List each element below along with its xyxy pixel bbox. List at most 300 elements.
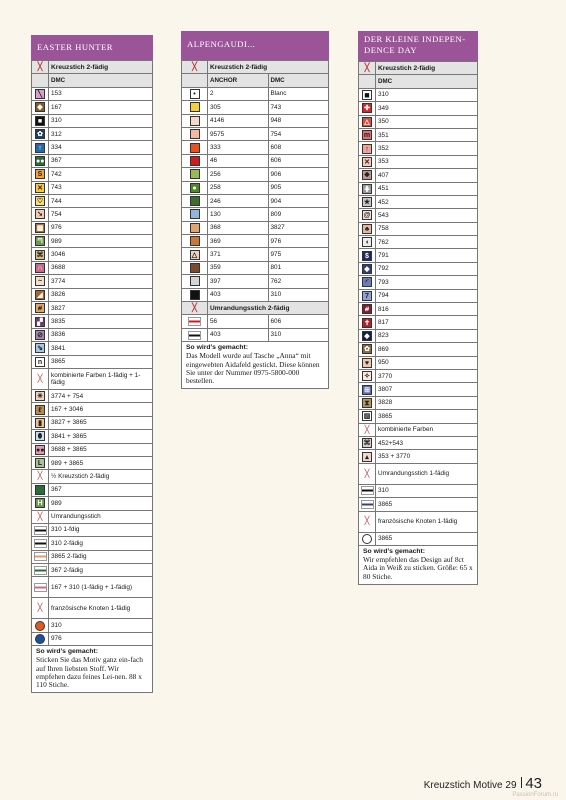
dmc-cell: 904	[268, 194, 329, 207]
table-row	[182, 141, 329, 154]
dmc-cell: 606	[268, 315, 329, 328]
symbol-cell	[359, 236, 376, 249]
symbol-cell	[182, 168, 208, 181]
symbol-cell	[359, 102, 376, 115]
symbol-cell	[32, 389, 49, 402]
color-swatch-icon: ⊘	[35, 330, 45, 340]
table-row	[182, 261, 329, 274]
color-swatch-icon: ●●	[36, 446, 45, 454]
label-cell: 989 + 3865	[49, 456, 153, 469]
color-swatch-icon	[190, 223, 200, 233]
table-row	[32, 114, 153, 127]
symbol-cell	[359, 356, 376, 369]
stitch-line-icon	[361, 500, 374, 509]
label-cell: 3774 + 754	[49, 389, 153, 402]
color-swatch-icon: ╲	[35, 89, 45, 99]
label-cell: 167 + 3046	[49, 403, 153, 416]
label-cell: 310	[49, 114, 153, 127]
symbol-cell	[32, 483, 49, 496]
table-row	[32, 342, 153, 355]
table-row	[182, 288, 329, 301]
symbol-cell	[359, 463, 376, 484]
table-row	[359, 222, 478, 235]
color-swatch-icon: ➘	[35, 209, 45, 219]
color-swatch-icon: ■	[35, 116, 45, 126]
table-row	[32, 328, 153, 341]
color-swatch-icon	[190, 143, 200, 153]
chart-key-independence-day	[358, 31, 478, 585]
color-swatch-icon: ⧣	[35, 303, 45, 313]
anchor-cell: 333	[208, 141, 269, 154]
symbol-cell	[359, 142, 376, 155]
symbol-cell	[32, 288, 49, 301]
color-swatch-icon: ◆	[362, 331, 372, 341]
symbol-cell	[359, 169, 376, 182]
table-row	[32, 523, 153, 536]
instructions-note	[358, 546, 478, 585]
symbol-cell	[32, 430, 49, 443]
label-cell: 452+543	[376, 436, 478, 449]
label-cell: 353 + 3770	[376, 450, 478, 463]
symbol-cell	[359, 383, 376, 396]
label-cell: Kreuzstich 2-fädig	[376, 62, 478, 75]
note-title: So wird’s gemacht:	[363, 547, 426, 555]
symbol-cell	[32, 141, 49, 154]
label-cell: 3827	[49, 302, 153, 315]
instructions-note	[181, 342, 329, 389]
symbol-cell	[182, 288, 208, 301]
color-swatch-icon	[35, 485, 45, 495]
key-header-row	[182, 61, 329, 74]
color-swatch-icon: 7	[362, 291, 372, 301]
table-row	[32, 619, 153, 632]
symbol-cell	[359, 450, 376, 463]
color-swatch-icon	[190, 236, 200, 246]
symbol-cell	[32, 497, 49, 510]
table-row	[359, 142, 478, 155]
color-swatch-icon: ⧗	[362, 398, 372, 408]
color-swatch-icon: @	[363, 212, 371, 220]
table-row	[32, 168, 153, 181]
anchor-cell: 46	[208, 154, 269, 167]
table-row	[359, 396, 478, 409]
table-row	[32, 181, 153, 194]
label-cell: 743	[49, 181, 153, 194]
symbol-cell	[32, 342, 49, 355]
label-cell: 3828	[376, 396, 478, 409]
table-row	[182, 181, 329, 194]
label-cell: 3046	[49, 248, 153, 261]
table-row	[359, 303, 478, 316]
label-cell: 3770	[376, 369, 478, 382]
symbol-cell	[359, 532, 376, 545]
anchor-cell: 256	[208, 168, 269, 181]
cross-stitch-icon: ╳	[37, 471, 43, 481]
label-cell: 352	[376, 142, 478, 155]
table-row	[32, 194, 153, 207]
anchor-cell: 371	[208, 248, 269, 261]
symbol-cell	[32, 168, 49, 181]
color-swatch-icon: H	[35, 498, 45, 508]
cross-stitch-icon: ╳	[192, 303, 197, 313]
symbol-cell	[182, 141, 208, 154]
label-cell: 989	[49, 497, 153, 510]
stitch-line-icon	[34, 552, 47, 561]
chart-key-easter-hunter	[31, 35, 153, 693]
color-swatch-icon: $	[362, 251, 372, 261]
symbol-cell	[359, 262, 376, 275]
symbol-cell	[359, 62, 376, 75]
label-cell: 3688 + 3865	[49, 443, 153, 456]
table-row	[32, 261, 153, 274]
dmc-cell: 948	[268, 114, 329, 127]
symbol-cell	[32, 470, 49, 483]
color-swatch-icon: ℓ	[35, 405, 45, 415]
table-row	[359, 484, 478, 497]
dmc-cell: 762	[268, 275, 329, 288]
symbol-cell	[182, 302, 208, 315]
symbol-cell	[182, 208, 208, 221]
symbol-cell	[359, 155, 376, 168]
label-cell: 353	[376, 155, 478, 168]
stitch-line-icon	[34, 539, 47, 548]
cross-stitch-icon: ╳	[37, 62, 43, 72]
symbol-cell	[32, 248, 49, 261]
dmc-cell: 743	[268, 101, 329, 114]
table-row	[182, 127, 329, 140]
label-cell: kombinierte Farben	[376, 423, 478, 436]
section-title: ALPENGAUDI...	[181, 31, 329, 60]
anchor-cell: 130	[208, 208, 269, 221]
dmc-cell: 975	[268, 248, 329, 261]
key-header-row	[359, 62, 478, 75]
label-cell: 869	[376, 343, 478, 356]
table-row	[32, 355, 153, 368]
symbol-cell	[32, 275, 49, 288]
symbol-cell	[182, 181, 208, 194]
color-swatch-icon: ▩	[36, 224, 44, 232]
symbol-cell	[32, 235, 49, 248]
table-row	[359, 88, 478, 101]
anchor-cell: ANCHOR	[208, 74, 269, 87]
anchor-cell: 359	[208, 261, 269, 274]
label-cell: 310 1-fdig	[49, 523, 153, 536]
symbol-cell	[359, 396, 376, 409]
symbol-cell	[182, 248, 208, 261]
cross-stitch-icon: ╳	[364, 424, 370, 434]
table-row	[32, 564, 153, 577]
label-cell: 3865 2-fädig	[49, 550, 153, 563]
table-row	[32, 208, 153, 221]
label-cell: 310	[49, 619, 153, 632]
color-swatch-icon: S	[35, 169, 45, 179]
table-row	[359, 169, 478, 182]
color-swatch-icon: ✧	[362, 371, 372, 381]
table-row	[182, 315, 329, 328]
symbol-cell	[359, 88, 376, 101]
symbol-cell	[32, 328, 49, 341]
color-swatch-icon	[190, 169, 200, 179]
table-row	[32, 389, 153, 402]
color-swatch-icon: m	[363, 132, 371, 140]
symbol-cell	[32, 403, 49, 416]
anchor-cell: 246	[208, 194, 269, 207]
color-swatch-icon: ↑	[35, 143, 45, 153]
dmc-cell: 608	[268, 141, 329, 154]
table-row	[182, 114, 329, 127]
label-cell: 989	[49, 235, 153, 248]
table-row	[359, 316, 478, 329]
label-cell: 3827 + 3865	[49, 416, 153, 429]
table-row	[32, 141, 153, 154]
table-row	[359, 410, 478, 423]
symbol-cell	[182, 221, 208, 234]
note-text: Wir empfehlen das Design auf 8ct Aida in Weiß zu sticken. Größe: 65 x 80 Stiche.	[363, 555, 473, 581]
table-row	[359, 182, 478, 195]
color-swatch-icon: ●●	[36, 157, 45, 165]
label-cell: 3865	[376, 532, 478, 545]
label-cell: 312	[49, 127, 153, 140]
table-row	[32, 497, 153, 510]
symbol-cell	[32, 87, 49, 100]
table-row	[359, 289, 478, 302]
label-cell: 349	[376, 102, 478, 115]
anchor-cell: 403	[208, 328, 269, 341]
table-row	[359, 383, 478, 396]
color-swatch-icon: ✕	[362, 157, 372, 167]
label-cell: Kreuzstich 2-fädig	[49, 61, 153, 74]
color-swatch-icon: ◜	[362, 277, 372, 287]
table-row	[32, 235, 153, 248]
color-swatch-icon: ✿	[35, 129, 45, 139]
symbol-cell	[32, 523, 49, 536]
symbol-cell	[32, 577, 49, 598]
label-cell: 742	[49, 168, 153, 181]
table-row	[359, 450, 478, 463]
color-swatch-icon: ∩	[35, 263, 45, 273]
color-swatch-icon	[190, 116, 200, 126]
page-footer	[424, 775, 542, 792]
cross-stitch-icon: ╳	[364, 516, 370, 526]
label-cell: 3836	[49, 328, 153, 341]
stitch-line-icon	[361, 486, 374, 495]
color-swatch-icon: n	[35, 357, 45, 367]
table-row	[32, 302, 153, 315]
label-cell: 823	[376, 329, 478, 342]
anchor-cell: 2	[208, 87, 269, 100]
color-swatch-icon: ~	[35, 276, 45, 286]
symbol-cell	[359, 343, 376, 356]
label-cell: 3774	[49, 275, 153, 288]
table-row	[32, 416, 153, 429]
anchor-cell: 56	[208, 315, 269, 328]
symbol-cell	[359, 128, 376, 141]
label-cell: 792	[376, 262, 478, 275]
group-header-row	[359, 423, 478, 436]
color-swatch-icon: •	[190, 89, 200, 99]
table-row	[32, 632, 153, 645]
table-row	[359, 436, 478, 449]
anchor-cell: 305	[208, 101, 269, 114]
dmc-cell: 310	[268, 288, 329, 301]
key-header-row	[32, 61, 153, 74]
color-swatch-icon: ⋕	[362, 184, 372, 194]
group-header-row	[359, 463, 478, 484]
symbol-cell	[359, 182, 376, 195]
symbol-cell	[182, 74, 208, 87]
label-cell: kombinierte Farben 1-fädig + 1-fädig	[49, 368, 153, 389]
symbol-cell	[182, 194, 208, 207]
symbol-cell	[359, 195, 376, 208]
group-header-row	[359, 511, 478, 532]
label-cell: 3865	[376, 410, 478, 423]
color-swatch-icon: ◆	[362, 264, 372, 274]
label-cell: 3835	[49, 315, 153, 328]
table-row	[32, 483, 153, 496]
color-swatch-icon: ✝	[362, 318, 372, 328]
table-row	[32, 248, 153, 261]
key-table	[31, 60, 153, 646]
dmc-cell: DMC	[268, 74, 329, 87]
label-cell: 367	[49, 154, 153, 167]
table-row	[182, 275, 329, 288]
label-cell: 744	[49, 194, 153, 207]
color-swatch-icon: ■	[362, 90, 372, 100]
color-swatch-icon: △	[190, 250, 200, 260]
label-cell: französische Knoten 1-fädig	[376, 511, 478, 532]
color-swatch-icon: ⇘	[35, 343, 45, 353]
note-title: So wird’s gemacht:	[36, 648, 99, 656]
table-row	[182, 235, 329, 248]
table-row	[32, 537, 153, 550]
cross-stitch-icon: ╳	[364, 63, 370, 73]
symbol-cell	[32, 537, 49, 550]
chart-key-alpengaudi	[181, 31, 329, 389]
table-row	[182, 221, 329, 234]
dmc-cell: 310	[268, 328, 329, 341]
dmc-cell: 754	[268, 127, 329, 140]
symbol-cell	[32, 619, 49, 632]
label-cell: DMC	[376, 75, 478, 88]
note-text: Sticken Sie das Motiv ganz ein-fach auf Ihren liebsten Stoff. Wir empfehen dazu feines Lei-nen. 88 x 110 Stiche.	[36, 655, 143, 690]
color-swatch-icon: ✳	[35, 391, 45, 401]
label-cell: 367 2-fädig	[49, 564, 153, 577]
symbol-cell	[182, 61, 208, 74]
table-row	[359, 102, 478, 115]
symbol-cell	[32, 74, 49, 87]
symbol-cell	[359, 329, 376, 342]
symbol-cell	[359, 303, 376, 316]
symbol-cell	[32, 261, 49, 274]
table-row	[32, 443, 153, 456]
color-swatch-icon: ●	[190, 183, 200, 193]
label-cell: Umrandungsstich 2-fädig	[208, 302, 329, 315]
section-title: DER KLEINE INDEPEN-DENCE DAY	[358, 31, 478, 61]
label-cell: Umrandungsstich	[49, 510, 153, 523]
dmc-cell: 906	[268, 168, 329, 181]
symbol-cell	[32, 154, 49, 167]
symbol-cell	[359, 410, 376, 423]
label-cell: 451	[376, 182, 478, 195]
symbol-cell	[359, 423, 376, 436]
label-cell: 167 + 310 (1-fädig + 1-fädig)	[49, 577, 153, 598]
symbol-cell	[32, 550, 49, 563]
key-subheader-row	[182, 74, 329, 87]
color-swatch-icon	[190, 129, 200, 139]
color-swatch-icon: ᘉ	[35, 236, 45, 246]
symbol-cell	[32, 416, 49, 429]
color-swatch-icon	[362, 534, 372, 544]
symbol-cell	[182, 261, 208, 274]
table-row	[359, 236, 478, 249]
color-swatch-icon: ▴	[362, 452, 372, 462]
symbol-cell	[359, 75, 376, 88]
symbol-cell	[359, 484, 376, 497]
label-cell: 310 2-fädig	[49, 537, 153, 550]
symbol-cell	[32, 208, 49, 221]
label-cell: 3826	[49, 288, 153, 301]
symbol-cell	[32, 510, 49, 523]
label-cell: französische Knoten 1-fädig	[49, 598, 153, 619]
label-cell: 758	[376, 222, 478, 235]
color-swatch-icon: ▨	[363, 413, 371, 421]
label-cell: 3841 + 3865	[49, 430, 153, 443]
table-row	[359, 369, 478, 382]
label-cell: Umrandungsstich 1-fädig	[376, 463, 478, 484]
color-swatch-icon: ★	[363, 199, 371, 207]
anchor-cell: 368	[208, 221, 269, 234]
table-row	[32, 403, 153, 416]
label-cell: 3688	[49, 261, 153, 274]
note-text: Das Modell wurde auf Tasche „Anna“ mit eingewebten Aidafeld gestickt. Diese können Sie unter der Nummer 0975-5800-000 bestellen.	[186, 351, 320, 386]
key-subheader-row	[32, 74, 153, 87]
group-header-row	[32, 470, 153, 483]
table-row	[32, 577, 153, 598]
table-row	[359, 532, 478, 545]
symbol-cell	[32, 632, 49, 645]
group-header-row	[32, 368, 153, 389]
table-row	[182, 154, 329, 167]
table-row	[359, 329, 478, 342]
color-swatch-icon: L	[35, 458, 45, 468]
symbol-cell	[32, 315, 49, 328]
symbol-cell	[359, 498, 376, 511]
anchor-cell: 4146	[208, 114, 269, 127]
cross-stitch-icon: ╳	[37, 603, 43, 613]
symbol-cell	[182, 275, 208, 288]
color-swatch-icon: ▞	[35, 317, 45, 327]
symbol-cell	[359, 436, 376, 449]
table-row	[359, 155, 478, 168]
symbol-cell	[359, 249, 376, 262]
color-swatch-icon	[190, 156, 200, 166]
color-swatch-icon: ♥	[362, 358, 372, 368]
table-row	[182, 101, 329, 114]
label-cell: 794	[376, 289, 478, 302]
section-title: EASTER HUNTER	[31, 35, 153, 60]
table-row	[359, 276, 478, 289]
table-row	[359, 209, 478, 222]
color-swatch-icon: ♡	[36, 198, 44, 206]
color-swatch-icon	[35, 621, 45, 631]
anchor-cell: 369	[208, 235, 269, 248]
symbol-cell	[32, 114, 49, 127]
cross-stitch-icon: ╳	[192, 62, 197, 72]
symbol-cell	[32, 61, 49, 74]
label-cell: 543	[376, 209, 478, 222]
label-cell: 310	[376, 484, 478, 497]
watermark: PassionForum.ru	[512, 792, 558, 798]
